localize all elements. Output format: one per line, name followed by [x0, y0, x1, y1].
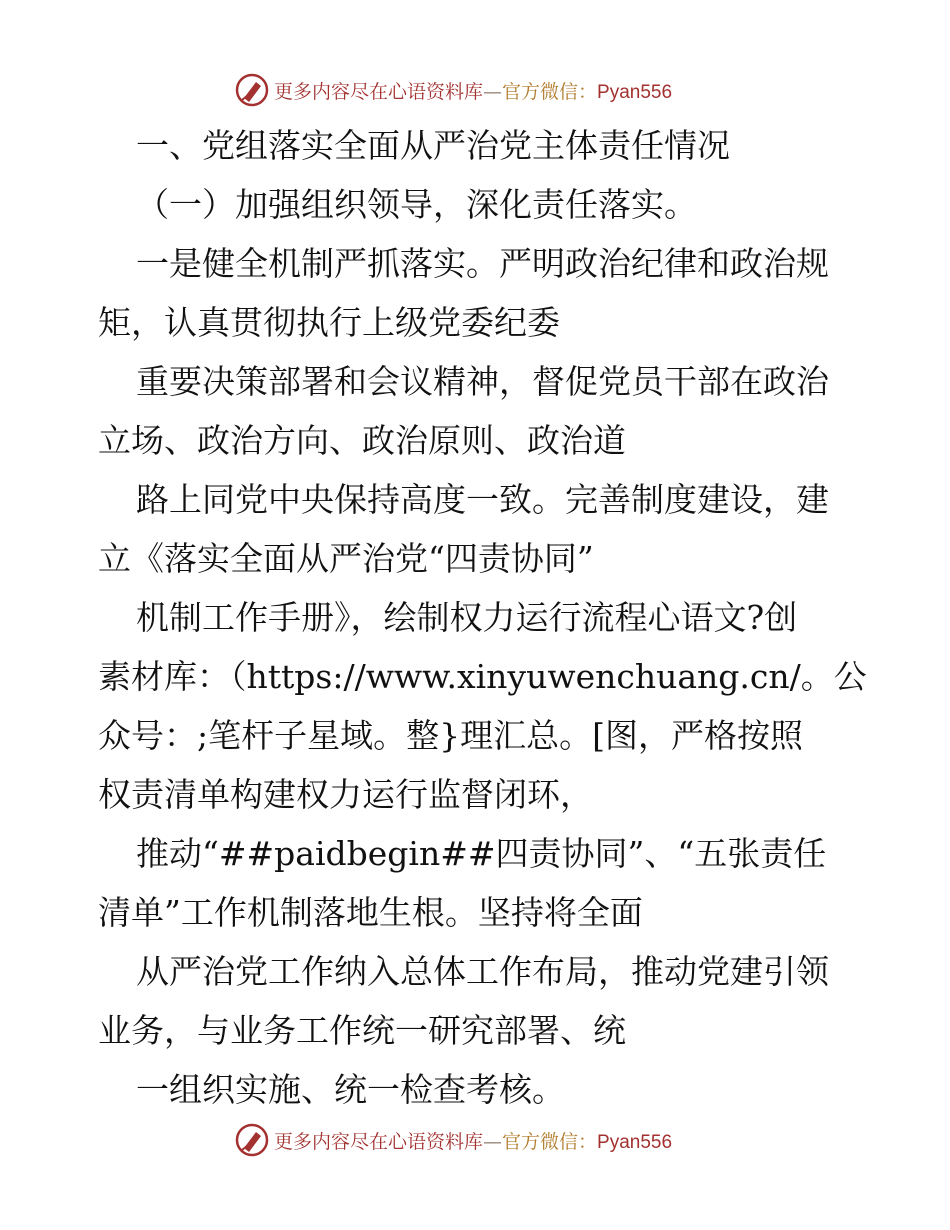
- banner-wechat-id: Pyan556: [597, 81, 673, 103]
- banner-text: [274, 77, 672, 104]
- paragraph-line: 业务，与业务工作统一研究部署、统: [98, 1011, 626, 1050]
- banner-site-text: 更多内容尽在心语资料库: [274, 1130, 484, 1153]
- paragraph-line: 路上同党中央保持高度一致。完善制度建设，建: [136, 480, 829, 519]
- paragraph-line: 立《落实全面从严治党“四责协同”: [98, 539, 594, 578]
- paragraph-line: 矩，认真贯彻执行上级党委纪委: [98, 303, 560, 342]
- paragraph-line: 众号：;笔杆子星域。整}理汇总。[图，严格按照: [98, 716, 803, 755]
- banner-wechat-label: 官方微信：: [502, 80, 598, 103]
- paragraph-line: 素材库：（https://www.xinyuwenchuang.cn/。公: [98, 657, 867, 696]
- banner-text: [274, 1127, 672, 1154]
- banner-wechat-id: Pyan556: [597, 1131, 673, 1153]
- heading-line: 一、党组落实全面从严治党主体责任情况: [136, 126, 730, 165]
- banner-site-text: 更多内容尽在心语资料库: [274, 80, 484, 103]
- paragraph-line: 推动“##paidbegin##四责协同”、“五张责任: [136, 834, 827, 873]
- header-watermark-banner: [234, 70, 714, 110]
- paragraph-line: 清单”工作机制落地生根。坚持将全面: [98, 893, 643, 932]
- pen-nib-logo-icon: [234, 1122, 270, 1158]
- paragraph-line: 从严治党工作纳入总体工作布局，推动党建引领: [136, 952, 829, 991]
- banner-dash: —: [483, 80, 503, 103]
- paragraph-line: 权责清单构建权力运行监督闭环，: [98, 775, 593, 814]
- paragraph-line: 机制工作手册》，绘制权力运行流程心语文?创: [136, 598, 798, 637]
- banner-dash: —: [483, 1130, 503, 1153]
- banner-wechat-label: 官方微信：: [502, 1130, 598, 1153]
- paragraph-line: 重要决策部署和会议精神，督促党员干部在政治: [136, 362, 829, 401]
- paragraph-line: 一是健全机制严抓落实。严明政治纪律和政治规: [136, 244, 829, 283]
- footer-watermark-banner: [234, 1120, 714, 1160]
- pen-nib-logo-icon: [234, 72, 270, 108]
- paragraph-line: 一组织实施、统一检查考核。: [136, 1070, 565, 1109]
- paragraph-line: 立场、政治方向、政治原则、政治道: [98, 421, 626, 460]
- subheading-line: （一）加强组织领导，深化责任落实。: [136, 185, 697, 224]
